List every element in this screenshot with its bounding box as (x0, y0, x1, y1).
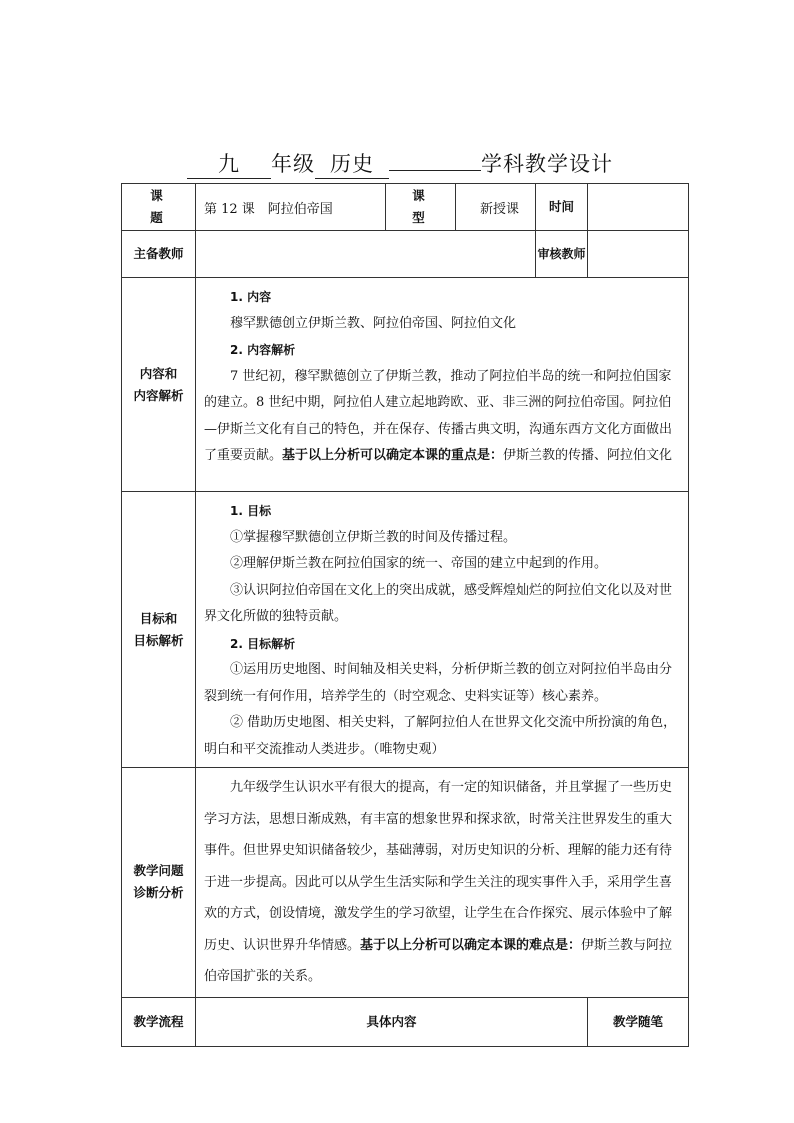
diagnosis-section-body (196, 768, 689, 998)
lesson-plan-table (121, 183, 689, 1047)
content-analysis-text (204, 364, 680, 470)
goals-label-line2: 目标解析 (133, 632, 184, 648)
content-row (122, 278, 689, 492)
content-section-label (122, 278, 196, 492)
flow-header-row (122, 997, 689, 1046)
diagnosis-section-label (122, 768, 196, 998)
goal-analysis-2: ② 借助历史地图、相关史料，了解阿拉伯人在世界文化交流中所扮演的角色，明白和平交流推动人类进步。（唯物史观） (204, 715, 677, 757)
goals-section-body (196, 492, 689, 768)
diagnosis-label-line2: 诊断分析 (133, 885, 184, 901)
teacher-value[interactable] (196, 231, 536, 278)
diagnosis-normal: 九年级学生认识水平有很大的提高，有一定的知识储备，并且掌握了一些历史学习方法，思想日渐成熟，有丰富的想象世界和探求欲，时常关注世界发生的重大事件。但世界史知识储备较少，基础薄弱，对历史知识的分析、理解的能力还有待于进一步提高。因此可以从学生生活实际和学生关注的现实事件入手，采用学生喜欢的方式，创设情境，激发学生的学习欲望，让学生在合作探究、展示体验中了解历史、认识世界升华情感。 (204, 780, 673, 953)
goals-label-line1: 目标和 (139, 610, 178, 626)
teacher-label: 主备教师 (122, 231, 196, 278)
detail-label: 具体内容 (196, 997, 588, 1046)
goals-heading: 1. 目标 (230, 504, 272, 518)
topic-label: 课 题 (122, 184, 196, 231)
diagnosis-text (204, 772, 680, 993)
diagnosis-difficulty: 伊斯兰教与阿拉伯帝国扩张的关系。 (204, 937, 673, 984)
diagnosis-row (122, 768, 689, 998)
content-heading: 1. 内容 (230, 290, 272, 304)
flow-label: 教学流程 (122, 997, 196, 1046)
title-suffix: 学科教学设计 (481, 152, 613, 176)
goal-item-2: ②理解伊斯兰教在阿拉伯国家的统一、帝国的建立中起到的作用。 (230, 556, 608, 571)
subject-pad (389, 170, 481, 171)
type-label: 课 型 (386, 184, 456, 231)
time-value[interactable] (588, 184, 689, 231)
goal-item-1: ①掌握穆罕默德创立伊斯兰教的时间及传播过程。 (230, 529, 517, 545)
content-key-point-label: 基于以上分析可以确定本课的重点是： (282, 448, 504, 463)
topic-value: 第 12 课 阿拉伯帝国 (196, 184, 386, 231)
teacher-row (122, 231, 689, 278)
grade-blank: 九 (187, 148, 271, 179)
content-section-body (196, 278, 689, 492)
content-key-point: 伊斯兰教的传播、阿拉伯文化 (503, 448, 673, 463)
document-title (187, 148, 613, 180)
time-label: 时间 (536, 184, 588, 231)
content-label-line2: 内容解析 (133, 387, 184, 403)
diagnosis-difficulty-label: 基于以上分析可以确定本课的难点是： (360, 937, 582, 953)
goals-section-label (122, 492, 196, 768)
goal-item-3: ③认识阿拉伯帝国在文化上的突出成就，感受辉煌灿烂的阿拉伯文化以及对世界文化所做的独特贡献。 (204, 582, 673, 624)
reviewer-value[interactable] (588, 231, 689, 278)
subject-blank: 历史 (315, 148, 389, 179)
goals-analysis-heading: 2. 目标解析 (230, 636, 296, 651)
content-label-line1: 内容和 (139, 365, 178, 381)
diagnosis-label-line1: 教学问题 (133, 863, 184, 879)
reviewer-label: 审核教师 (536, 231, 588, 278)
goals-row (122, 492, 689, 768)
goal-analysis-1: ①运用历史地图、时间轴及相关史料，分析伊斯兰教的创立对阿拉伯半岛由分裂到统一有何作用，培养学生的（时空观念、史料实证等）核心素养。 (204, 662, 673, 704)
topic-row (122, 184, 689, 231)
content-analysis-heading: 2. 内容解析 (230, 343, 296, 357)
notes-label: 教学随笔 (588, 997, 689, 1046)
content-analysis-normal: 7 世纪初，穆罕默德创立了伊斯兰教，推动了阿拉伯半岛的统一和阿拉伯国家的建立。8 世纪中期，阿拉伯人建立起地跨欧、亚、非三洲的阿拉伯帝国。阿拉伯—伊斯兰文化有自己的特色，并在保存、传播古典文明，沟通东西方文化方面做出了重要贡献。 (204, 368, 673, 463)
grade-suffix: 年级 (271, 152, 315, 176)
content-text: 穆罕默德创立伊斯兰教、阿拉伯帝国、阿拉伯文化 (230, 315, 517, 331)
type-value: 新授课 (456, 184, 536, 231)
